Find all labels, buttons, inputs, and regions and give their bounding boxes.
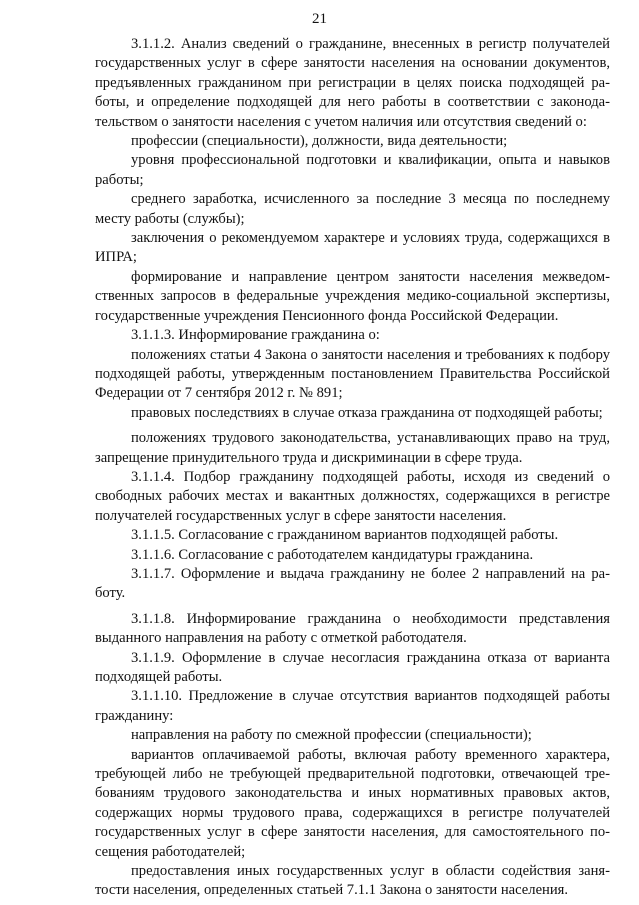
paragraph: положениях статьи 4 Закона о занятости населения и требованиях к подбору подходящей работы, утвержденным постановлением Правительства Российской Федерации от 7 сентября 2012 г. № 891; [95,346,610,402]
paragraph: заключения о рекомендуемом характере и условиях труда, содержащихся в ИПРА; [95,230,610,266]
paragraph: формирование и направление центром занятости населения межведомственных запросов в федеральные учреждения медико-социальной экспертизы, государственные учреждения Пенсионного фонда Российской Федерации. [95,268,610,324]
paragraph: вариантов оплачиваемой работы, включая работу временного характера, требующей либо не требующей предварительной подготовки, отвечающей требованиям трудового законодательства и иных нормативных правовых актов, содержащих нормы трудового права, содержащихся в регистре получателей государственных услуг в сфере занятости населения, для самостоятельного посещения работодателей; [95,746,610,860]
paragraph: 3.1.1.2. Анализ сведений о гражданине, внесенных в регистр получателей государственных услуг в сфере занятости населения на основании документов, предъявленных гражданином при регистрации в целях поиска подходящей работы, и определение подходящей для него работы в соответствии с законодательством о занятости населения с учетом наличия или отсутствия сведений о: [95,36,610,130]
paragraph: 3.1.1.7. Оформление и выдача гражданину не более 2 направлений на работу. [95,565,610,602]
paragraph: 3.1.1.5. Согласование с гражданином вариантов подходящей работы. [131,527,559,544]
paragraph: правовых последствиях в случае отказа гражданина от подходящей работы; [131,404,603,421]
paragraph: уровня профессиональной подготовки и квалификации, опыта и навыков работы; [95,152,610,188]
paragraph: 3.1.1.3. Информирование гражданина о: [131,327,380,344]
page-number: 21 [312,11,327,27]
paragraph: профессии (специальности), должности, вида деятельности; [131,133,508,150]
paragraph: направления на работу по смежной профессии (специальности); [131,727,532,744]
paragraph: 3.1.1.6. Согласование с работодателем кандидатуры гражданина. [131,546,534,563]
paragraph: 3.1.1.10. Предложение в случае отсутствия вариантов подходящей работы гражданину: [95,688,610,724]
paragraph: среднего заработка, исчисленного за последние 3 месяца по последнему месту работы (службы); [95,191,610,227]
paragraph: 3.1.1.4. Подбор гражданину подходящей работы, исходя из сведений о свободных рабочих местах и вакантных должностях, содержащихся в регистре получателей государственных услуг в сфере занятости населения. [95,468,610,524]
paragraph: 3.1.1.9. Оформление в случае несогласия гражданина отказа от варианта подходящей работы. [95,649,610,685]
paragraph: положениях трудового законодательства, устанавливающих право на труд, запрещение принудительного труда и дискриминации в сфере труда. [95,430,610,466]
paragraph: предоставления иных государственных услуг в области содействия занятости населения, определенных статьей 7.1.1 Закона о занятости населения. [95,863,610,899]
paragraph: 3.1.1.8. Информирование гражданина о необходимости представления выданного направления на работу с отметкой работодателя. [95,610,610,647]
document-body [95,35,610,901]
